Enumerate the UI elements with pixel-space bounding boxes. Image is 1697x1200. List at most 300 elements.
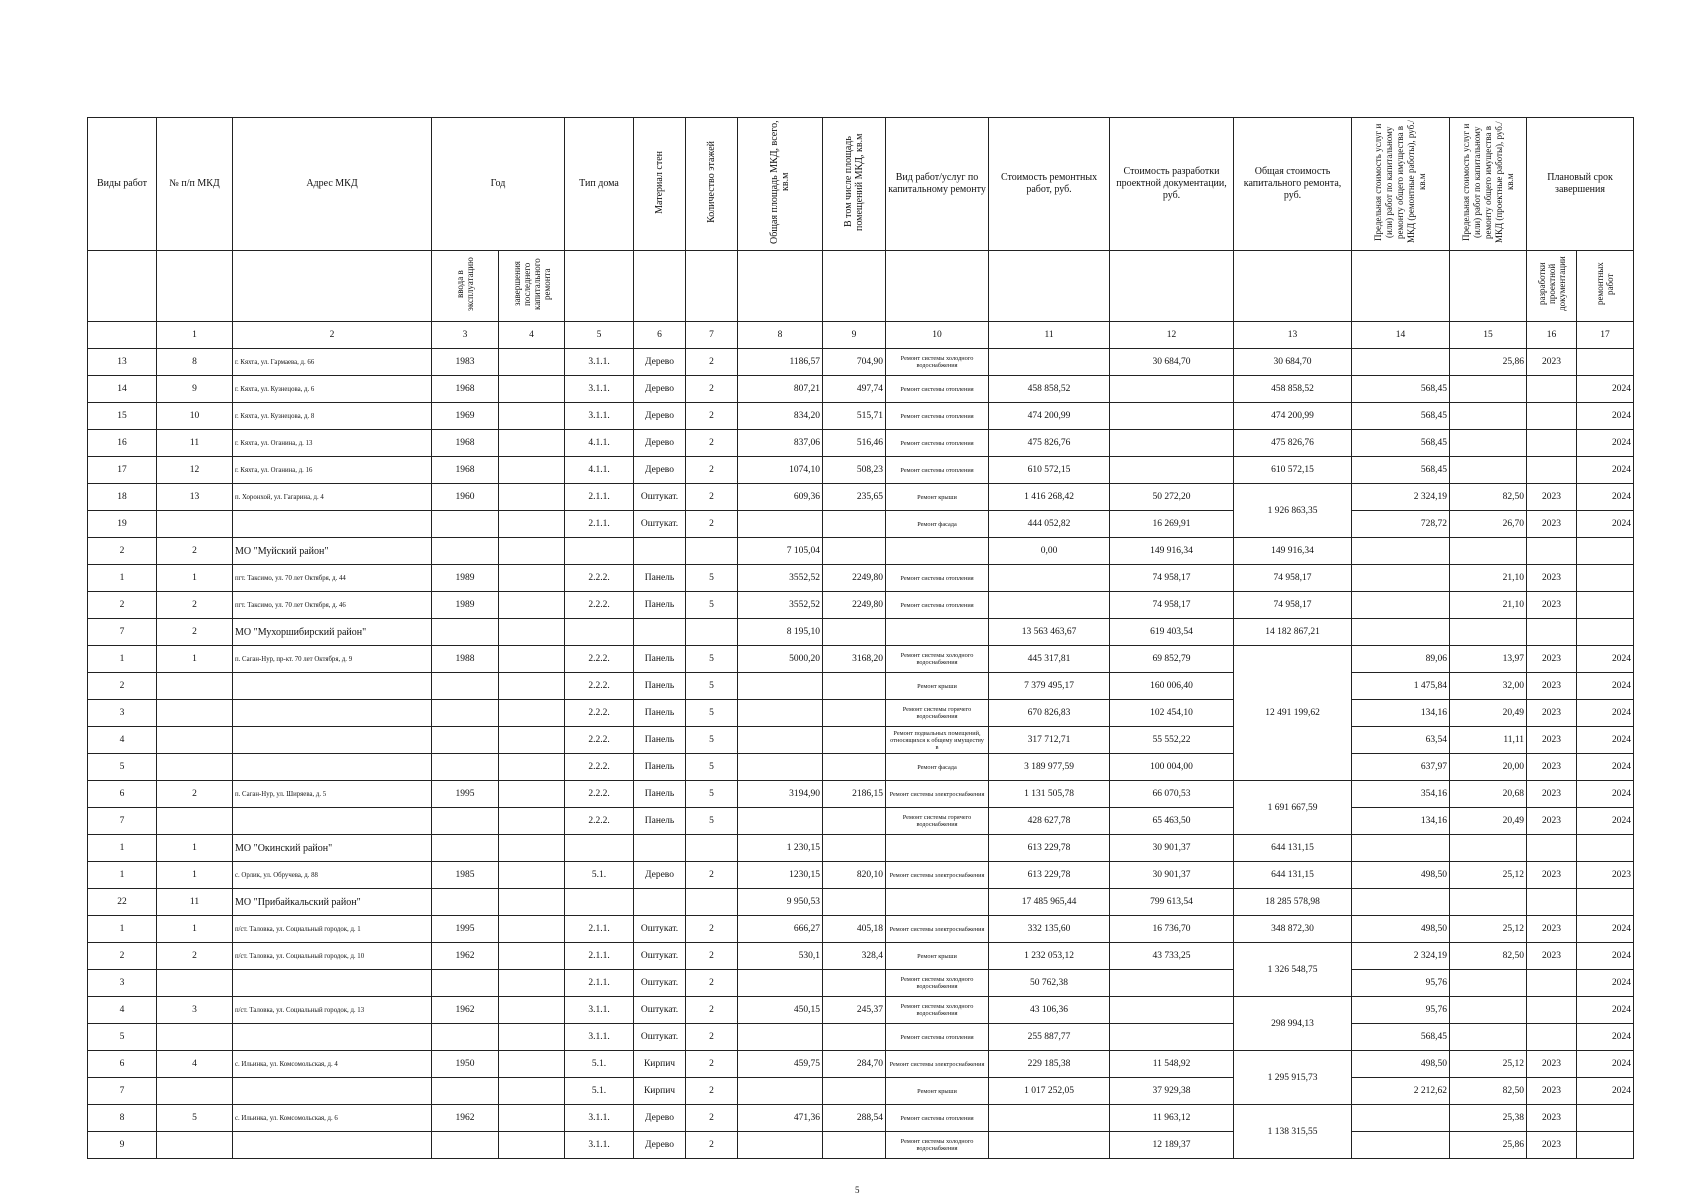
cell-col-2: п. Хоронхой, ул. Гагарина, д. 4: [233, 484, 432, 511]
cell-col-5: 2.2.2.: [565, 754, 634, 781]
cell-col-15: 82,50: [1450, 943, 1527, 970]
cell-col-14: 2 324,19: [1352, 943, 1450, 970]
cell-col-11: 255 887,77: [989, 1024, 1110, 1051]
cell-col-14: 568,45: [1352, 376, 1450, 403]
table-row: [88, 1024, 1634, 1051]
cell-col-7: 2: [686, 403, 738, 430]
district-group-row: [88, 889, 1634, 916]
cell-col-13: 610 572,15: [1234, 457, 1352, 484]
cell-col-17: 2024: [1577, 1024, 1634, 1051]
header-design-cost: Стоимость разработки проектной документации, руб.: [1110, 118, 1234, 251]
cell-col-3: 1995: [432, 916, 499, 943]
cell-col-7: 2: [686, 376, 738, 403]
cell-col-10: Ремонт системы отопления: [886, 376, 989, 403]
cell-col-14: [1352, 619, 1450, 646]
cell-col-6: Оштукат.: [634, 511, 686, 538]
cell-col-14: 637,97: [1352, 754, 1450, 781]
cell-col-3: 1962: [432, 943, 499, 970]
cell-col-8: [738, 754, 823, 781]
header-wall-material: Материал стен: [634, 118, 686, 251]
cell-col-4: [499, 1105, 565, 1132]
cell-col-4: [499, 781, 565, 808]
cell-col-16: 2023: [1527, 592, 1577, 619]
cell-col-9: [823, 808, 886, 835]
cell-col-7: 5: [686, 727, 738, 754]
cell-col-6: Панель: [634, 565, 686, 592]
cell-col-4: [499, 754, 565, 781]
cell-col-0: 5: [88, 1024, 157, 1051]
cell-col-13: 458 858,52: [1234, 376, 1352, 403]
cell-col-9: [823, 538, 886, 565]
cell-col-5: 2.2.2.: [565, 565, 634, 592]
cell-col-8: [738, 511, 823, 538]
cell-col-7: 2: [686, 916, 738, 943]
cell-col-11: 444 052,82: [989, 511, 1110, 538]
cell-col-2: г. Кяхта, ул. Оганина, д. 13: [233, 430, 432, 457]
cell-col-8: 9 950,53: [738, 889, 823, 916]
cell-col-9: [823, 727, 886, 754]
cell-col-11: 610 572,15: [989, 457, 1110, 484]
cell-col-8: [738, 673, 823, 700]
cell-col-15: 25,12: [1450, 1051, 1527, 1078]
cell-col-8: 1 230,15: [738, 835, 823, 862]
cell-col-0: 3: [88, 700, 157, 727]
cell-col-16: 2023: [1527, 1051, 1577, 1078]
cell-col-12: 30 901,37: [1110, 862, 1234, 889]
cell-col-8: 807,21: [738, 376, 823, 403]
cell-col-4: [499, 700, 565, 727]
cell-col-4: [499, 592, 565, 619]
cell-col-5: 3.1.1.: [565, 997, 634, 1024]
cell-col-5: 5.1.: [565, 1051, 634, 1078]
cell-col-8: 3552,52: [738, 592, 823, 619]
header-limit-design: Предельная стоимость услуг и (или) работ по капитальному ремонту общего имущества в МКД (проектные работы), руб./кв.м: [1450, 118, 1527, 251]
cell-col-17: [1577, 538, 1634, 565]
cell-col-14: 568,45: [1352, 457, 1450, 484]
cell-col-4: [499, 430, 565, 457]
cell-col-15: 11,11: [1450, 727, 1527, 754]
cell-col-11: 445 317,81: [989, 646, 1110, 673]
cell-col-14: 568,45: [1352, 1024, 1450, 1051]
cell-col-7: 2: [686, 457, 738, 484]
cell-col-6: Дерево: [634, 376, 686, 403]
cell-col-15: [1450, 997, 1527, 1024]
cell-col-16: 2023: [1527, 943, 1577, 970]
cell-col-15: 25,86: [1450, 349, 1527, 376]
cell-col-7: 5: [686, 808, 738, 835]
header-deadline-design: разработки проектной документации: [1527, 251, 1577, 322]
cell-col-17: [1577, 349, 1634, 376]
cell-col-14: [1352, 565, 1450, 592]
cell-col-1: 5: [157, 1105, 233, 1132]
header-address: Адрес МКД: [233, 118, 432, 251]
cell-col-12: [1110, 376, 1234, 403]
cell-col-15: 20,49: [1450, 808, 1527, 835]
cell-col-16: [1527, 403, 1577, 430]
cell-col-10: Ремонт системы электроснабжения: [886, 1051, 989, 1078]
cell-col-1: [157, 1132, 233, 1159]
table-row: [88, 808, 1634, 835]
cell-col-17: 2024: [1577, 754, 1634, 781]
cell-col-0: 8: [88, 1105, 157, 1132]
cell-col-5: 2.2.2.: [565, 646, 634, 673]
cell-col-15: 25,38: [1450, 1105, 1527, 1132]
cell-col-12: [1110, 997, 1234, 1024]
cell-col-11: 1 017 252,05: [989, 1078, 1110, 1105]
cell-col-9: 245,37: [823, 997, 886, 1024]
cell-col-3: [432, 889, 499, 916]
cell-col-11: 3 189 977,59: [989, 754, 1110, 781]
cell-col-14: 568,45: [1352, 430, 1450, 457]
cell-col-10: Ремонт крыши: [886, 673, 989, 700]
cell-col-9: [823, 1024, 886, 1051]
cell-col-12: 100 004,00: [1110, 754, 1234, 781]
cell-col-4: [499, 1051, 565, 1078]
cell-col-10: Ремонт системы отопления: [886, 1024, 989, 1051]
cell-col-14: 498,50: [1352, 862, 1450, 889]
cell-col-10: Ремонт системы горячего водоснабжения: [886, 808, 989, 835]
cell-col-4: [499, 727, 565, 754]
cell-col-10: [886, 619, 989, 646]
cell-col-14: 1 475,84: [1352, 673, 1450, 700]
cell-col-5: 4.1.1.: [565, 457, 634, 484]
cell-col-13: 475 826,76: [1234, 430, 1352, 457]
cell-col-15: 21,10: [1450, 592, 1527, 619]
cell-col-5: 2.1.1.: [565, 511, 634, 538]
cell-col-8: 834,20: [738, 403, 823, 430]
cell-col-14: [1352, 1132, 1450, 1159]
cell-col-10: Ремонт системы электроснабжения: [886, 862, 989, 889]
cell-col-12: 30 901,37: [1110, 835, 1234, 862]
cell-col-17: 2024: [1577, 916, 1634, 943]
cell-col-2: пгт. Таксимо, ул. 70 лет Октября, д. 44: [233, 565, 432, 592]
cell-col-1: [157, 754, 233, 781]
cell-col-11: 50 762,38: [989, 970, 1110, 997]
cell-col-11: 13 563 463,67: [989, 619, 1110, 646]
cell-col-7: 2: [686, 997, 738, 1024]
cell-col-14: [1352, 889, 1450, 916]
cell-col-13: 14 182 867,21: [1234, 619, 1352, 646]
cell-col-5: 2.2.2.: [565, 673, 634, 700]
cell-col-9: 820,10: [823, 862, 886, 889]
cell-col-15: 82,50: [1450, 1078, 1527, 1105]
cell-col-13: 1 295 915,73: [1234, 1051, 1352, 1105]
cell-col-5: 2.1.1.: [565, 484, 634, 511]
cell-col-17: 2024: [1577, 1078, 1634, 1105]
cell-col-15: [1450, 538, 1527, 565]
cell-col-12: 74 958,17: [1110, 565, 1234, 592]
cell-col-10: [886, 889, 989, 916]
table-row: [88, 727, 1634, 754]
cell-col-2: [233, 808, 432, 835]
cell-col-13: 298 994,13: [1234, 997, 1352, 1051]
cell-col-0: 13: [88, 349, 157, 376]
cell-col-7: 2: [686, 862, 738, 889]
cell-col-4: [499, 403, 565, 430]
cell-col-5: 3.1.1.: [565, 349, 634, 376]
cell-col-7: [686, 619, 738, 646]
cell-col-14: 498,50: [1352, 1051, 1450, 1078]
cell-col-16: [1527, 457, 1577, 484]
cell-col-11: 1 232 053,12: [989, 943, 1110, 970]
cell-col-16: [1527, 835, 1577, 862]
cell-col-4: [499, 997, 565, 1024]
cell-col-5: [565, 619, 634, 646]
cell-col-16: 2023: [1527, 862, 1577, 889]
cell-col-11: [989, 349, 1110, 376]
cell-col-0: 7: [88, 619, 157, 646]
cell-col-16: 2023: [1527, 646, 1577, 673]
table-row: [88, 970, 1634, 997]
cell-col-1: 8: [157, 349, 233, 376]
table-row: [88, 1132, 1634, 1159]
cell-col-12: 65 463,50: [1110, 808, 1234, 835]
cell-col-11: 458 858,52: [989, 376, 1110, 403]
cell-col-1: 2: [157, 943, 233, 970]
header-work-kind: Вид работ/услуг по капитальному ремонту: [886, 118, 989, 251]
cell-col-8: [738, 727, 823, 754]
cell-col-1: 12: [157, 457, 233, 484]
cell-col-6: Дерево: [634, 403, 686, 430]
cell-col-13: 74 958,17: [1234, 565, 1352, 592]
cell-col-17: 2024: [1577, 727, 1634, 754]
cell-col-17: 2024: [1577, 997, 1634, 1024]
cell-col-1: 3: [157, 997, 233, 1024]
cell-col-6: Оштукат.: [634, 997, 686, 1024]
cell-col-5: 3.1.1.: [565, 376, 634, 403]
cell-col-17: 2024: [1577, 511, 1634, 538]
cell-col-16: [1527, 430, 1577, 457]
cell-col-10: [886, 538, 989, 565]
cell-col-16: 2023: [1527, 349, 1577, 376]
cell-col-0: 15: [88, 403, 157, 430]
cell-col-5: 2.1.1.: [565, 970, 634, 997]
cell-col-3: 1950: [432, 1051, 499, 1078]
cell-col-1: 2: [157, 592, 233, 619]
cell-col-4: [499, 376, 565, 403]
cell-col-3: [432, 1078, 499, 1105]
cell-col-4: [499, 646, 565, 673]
cell-col-2: [233, 511, 432, 538]
cell-col-6: Дерево: [634, 349, 686, 376]
cell-col-8: 8 195,10: [738, 619, 823, 646]
cell-col-0: 22: [88, 889, 157, 916]
cell-col-3: 1968: [432, 376, 499, 403]
cell-col-5: 3.1.1.: [565, 1024, 634, 1051]
header-year-last-repair: завершения последнего капитального ремонта: [499, 251, 565, 322]
cell-col-4: [499, 862, 565, 889]
cell-col-0: 7: [88, 808, 157, 835]
table-row: [88, 592, 1634, 619]
cell-col-17: [1577, 619, 1634, 646]
cell-col-0: 4: [88, 997, 157, 1024]
cell-col-6: Оштукат.: [634, 1024, 686, 1051]
cell-col-2: п. Саган-Нур, пр-кт. 70 лет Октября, д. 9: [233, 646, 432, 673]
cell-col-7: 2: [686, 1078, 738, 1105]
cell-col-6: Оштукат.: [634, 916, 686, 943]
cell-col-17: [1577, 592, 1634, 619]
cell-col-7: 2: [686, 943, 738, 970]
table-row: [88, 403, 1634, 430]
cell-col-12: 11 963,12: [1110, 1105, 1234, 1132]
cell-col-0: 7: [88, 1078, 157, 1105]
cell-col-14: [1352, 592, 1450, 619]
cell-col-5: [565, 538, 634, 565]
cell-col-3: 1988: [432, 646, 499, 673]
cell-col-12: 16 736,70: [1110, 916, 1234, 943]
cell-col-11: 0,00: [989, 538, 1110, 565]
cell-col-7: [686, 835, 738, 862]
table-row: [88, 1105, 1634, 1132]
cell-col-2: п/ст. Таловка, ул. Социальный городок, д. 13: [233, 997, 432, 1024]
cell-col-10: Ремонт системы холодного водоснабжения: [886, 349, 989, 376]
cell-col-6: Дерево: [634, 430, 686, 457]
header-year-commissioning: ввода в эксплуатацию: [432, 251, 499, 322]
cell-col-11: 332 135,60: [989, 916, 1110, 943]
cell-col-11: 428 627,78: [989, 808, 1110, 835]
cell-col-1: 1: [157, 646, 233, 673]
cell-col-11: [989, 592, 1110, 619]
cell-col-7: 2: [686, 484, 738, 511]
cell-col-6: Панель: [634, 673, 686, 700]
cell-col-12: [1110, 430, 1234, 457]
cell-col-16: 2023: [1527, 754, 1577, 781]
cell-col-11: [989, 1132, 1110, 1159]
cell-col-11: 17 485 965,44: [989, 889, 1110, 916]
cell-col-1: 11: [157, 889, 233, 916]
cell-col-2: п/ст. Таловка, ул. Социальный городок, д. 1: [233, 916, 432, 943]
cell-col-16: 2023: [1527, 727, 1577, 754]
cell-col-4: [499, 349, 565, 376]
cell-col-5: [565, 835, 634, 862]
cell-col-7: 5: [686, 646, 738, 673]
cell-col-0: 16: [88, 430, 157, 457]
cell-col-16: 2023: [1527, 511, 1577, 538]
cell-col-14: 95,76: [1352, 970, 1450, 997]
cell-col-5: 3.1.1.: [565, 403, 634, 430]
cell-col-11: 317 712,71: [989, 727, 1110, 754]
table-row: [88, 754, 1634, 781]
cell-col-16: 2023: [1527, 700, 1577, 727]
cell-col-9: 2249,80: [823, 592, 886, 619]
cell-col-12: 102 454,10: [1110, 700, 1234, 727]
cell-col-8: 5000,20: [738, 646, 823, 673]
table-row: [88, 565, 1634, 592]
cell-col-11: [989, 565, 1110, 592]
cell-col-2: [233, 970, 432, 997]
cell-col-14: 498,50: [1352, 916, 1450, 943]
cell-col-7: 2: [686, 1024, 738, 1051]
cell-col-11: 229 185,38: [989, 1051, 1110, 1078]
cell-col-9: [823, 673, 886, 700]
cell-col-12: 619 403,54: [1110, 619, 1234, 646]
cell-col-2: г. Кяхта, ул. Кузнецова, д. 6: [233, 376, 432, 403]
cell-col-4: [499, 673, 565, 700]
cell-col-15: [1450, 376, 1527, 403]
cell-col-3: 1995: [432, 781, 499, 808]
cell-col-6: Оштукат.: [634, 970, 686, 997]
cell-col-1: 2: [157, 619, 233, 646]
cell-col-5: 2.2.2.: [565, 592, 634, 619]
cell-col-17: [1577, 889, 1634, 916]
cell-col-17: 2024: [1577, 430, 1634, 457]
cell-col-15: [1450, 970, 1527, 997]
cell-col-2: г. Кяхта, ул. Гармаева, д. 66: [233, 349, 432, 376]
cell-col-10: Ремонт подвальных помещений, относящихся к общему имуществу в: [886, 727, 989, 754]
cell-col-1: 2: [157, 781, 233, 808]
cell-col-9: 497,74: [823, 376, 886, 403]
cell-col-12: 74 958,17: [1110, 592, 1234, 619]
cell-col-17: 2023: [1577, 862, 1634, 889]
cell-col-9: 328,4: [823, 943, 886, 970]
cell-col-16: [1527, 889, 1577, 916]
cell-col-1: [157, 808, 233, 835]
cell-col-13: 30 684,70: [1234, 349, 1352, 376]
cell-col-14: [1352, 835, 1450, 862]
cell-col-5: 2.2.2.: [565, 727, 634, 754]
table-row: [88, 997, 1634, 1024]
header-planned-deadline: Плановый срок завершения: [1527, 118, 1634, 251]
cell-col-5: 5.1.: [565, 1078, 634, 1105]
cell-col-15: 32,00: [1450, 673, 1527, 700]
cell-col-5: 2.2.2.: [565, 808, 634, 835]
cell-col-11: [989, 1105, 1110, 1132]
cell-col-13: 644 131,15: [1234, 835, 1352, 862]
header-floors: Количество этажей: [686, 118, 738, 251]
cell-col-12: 12 189,37: [1110, 1132, 1234, 1159]
district-group-row: [88, 835, 1634, 862]
cell-col-4: [499, 1132, 565, 1159]
cell-col-7: 2: [686, 1105, 738, 1132]
cell-col-4: [499, 484, 565, 511]
cell-col-9: [823, 1078, 886, 1105]
cell-col-5: 3.1.1.: [565, 1132, 634, 1159]
cell-col-1: [157, 700, 233, 727]
cell-col-2: г. Кяхта, ул. Оганина, д. 16: [233, 457, 432, 484]
cell-col-11: 475 826,76: [989, 430, 1110, 457]
cell-col-14: 134,16: [1352, 808, 1450, 835]
cell-col-8: 459,75: [738, 1051, 823, 1078]
cell-col-5: 2.2.2.: [565, 781, 634, 808]
cell-col-9: 405,18: [823, 916, 886, 943]
cell-col-10: Ремонт крыши: [886, 943, 989, 970]
cell-col-17: 2024: [1577, 484, 1634, 511]
table-row: [88, 781, 1634, 808]
cell-col-4: [499, 619, 565, 646]
cell-col-17: [1577, 1105, 1634, 1132]
cell-col-8: [738, 700, 823, 727]
cell-col-10: Ремонт системы холодного водоснабжения: [886, 1132, 989, 1159]
cell-col-1: 1: [157, 916, 233, 943]
header-building-number: № п/п МКД: [157, 118, 233, 251]
cell-col-4: [499, 1078, 565, 1105]
cell-col-7: 5: [686, 565, 738, 592]
cell-col-6: [634, 835, 686, 862]
cell-col-12: 16 269,91: [1110, 511, 1234, 538]
cell-col-17: [1577, 1132, 1634, 1159]
cell-col-17: 2024: [1577, 943, 1634, 970]
cell-col-12: 11 548,92: [1110, 1051, 1234, 1078]
cell-col-9: [823, 889, 886, 916]
cell-col-1: 11: [157, 430, 233, 457]
cell-col-14: 63,54: [1352, 727, 1450, 754]
cell-col-1: 9: [157, 376, 233, 403]
cell-col-8: 666,27: [738, 916, 823, 943]
cell-col-17: 2024: [1577, 700, 1634, 727]
header-year: Год: [432, 118, 565, 251]
cell-col-11: 1 416 268,42: [989, 484, 1110, 511]
cell-col-0: 2: [88, 592, 157, 619]
